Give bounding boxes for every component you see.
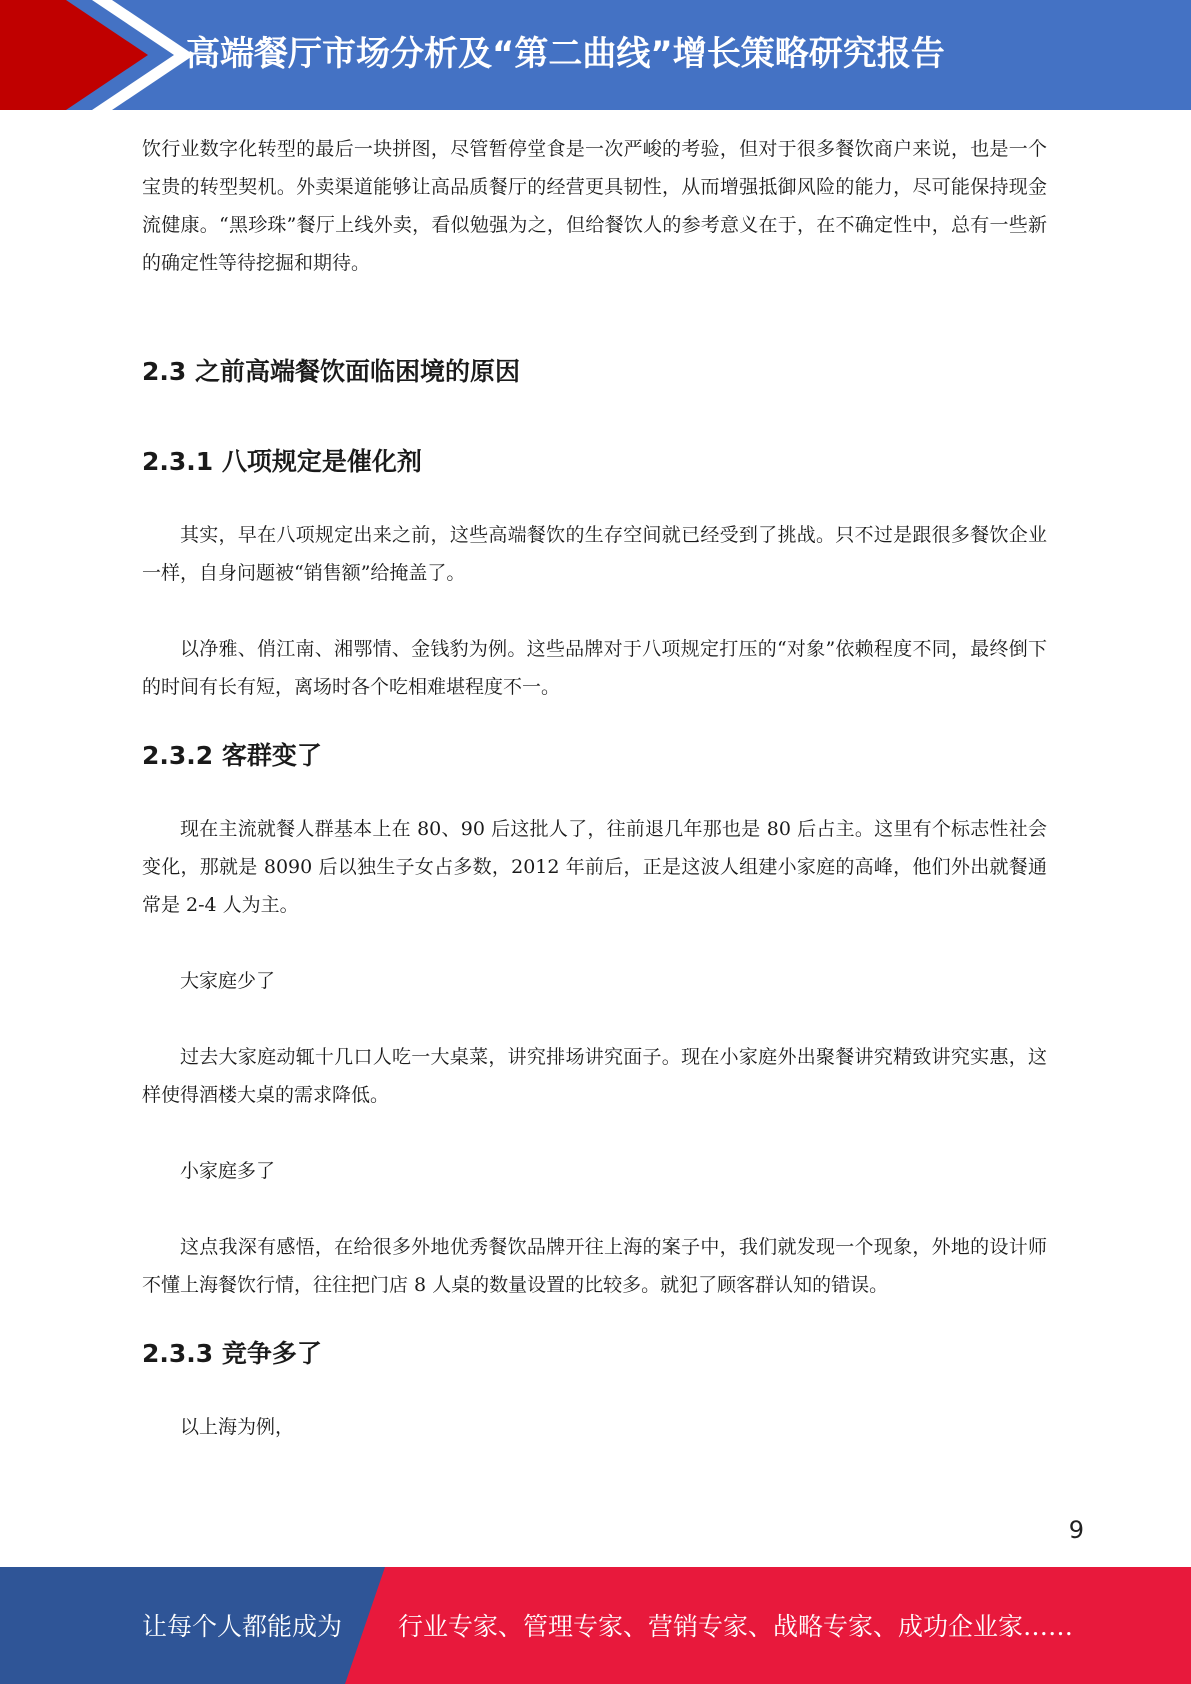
section-2-3-2-heading: 2.3.2 客群变了 — [142, 741, 322, 770]
footer-slogan: 让每个人都能成为 — [142, 1612, 343, 1641]
paragraph: 这点我深有感悟，在给很多外地优秀餐饮品牌开往上海的案子中，我们就发现一个现象，外地的设计师不懂上海餐饮行情，往往把门店 8 人桌的数量设置的比较多。就犯了顾客群认知的错误。 — [142, 1236, 1047, 1296]
intro-paragraph: 饮行业数字化转型的最后一块拼图，尽管暂停堂食是一次严峻的考验，但对于很多餐饮商户来说，也是一个宝贵的转型契机。外卖渠道能够让高品质餐厅的经营更具韧性，从而增强抵御风险的能力，尽可能保持现金流健康。“黑珍珠”餐厅上线外卖，看似勉强为之，但给餐饮人的参考意义在于，在不确定性中，总有一些新的确定性等待挖掘和期待。 — [142, 138, 1047, 274]
paragraph: 现在主流就餐人群基本上在 80、90 后这批人了，往前退几年那也是 80 后占主。这里有个标志性社会变化，那就是 8090 后以独生子女占多数，2012 年前后，正是这波人组建小家庭的高峰，他们外出就餐通常是 2-4 人为主。 — [142, 818, 1047, 916]
section-2-3-3-heading: 2.3.3 竞争多了 — [142, 1339, 322, 1368]
report-title: 高端餐厅市场分析及“第二曲线”增长策略研究报告 — [186, 34, 945, 74]
section-2-3-heading: 2.3 之前高端餐饮面临困境的原因 — [142, 357, 520, 386]
page-number: 9 — [1068, 1516, 1084, 1544]
paragraph: 大家庭少了 — [180, 970, 276, 992]
page-header — [0, 0, 1191, 110]
page-footer — [0, 1567, 1191, 1684]
footer-roles: 行业专家、管理专家、营销专家、战略专家、成功企业家…… — [398, 1612, 1074, 1641]
page-content — [142, 130, 1047, 1446]
paragraph: 小家庭多了 — [180, 1160, 276, 1182]
section-2-3-1-heading: 2.3.1 八项规定是催化剂 — [142, 447, 422, 476]
paragraph: 以净雅、俏江南、湘鄂情、金钱豹为例。这些品牌对于八项规定打压的“对象”依赖程度不同，最终倒下的时间有长有短，离场时各个吃相难堪程度不一。 — [142, 638, 1047, 698]
paragraph: 过去大家庭动辄十几口人吃一大桌菜，讲究排场讲究面子。现在小家庭外出聚餐讲究精致讲究实惠，这样使得酒楼大桌的需求降低。 — [142, 1046, 1047, 1106]
paragraph: 以上海为例， — [180, 1416, 295, 1438]
paragraph: 其实，早在八项规定出来之前，这些高端餐饮的生存空间就已经受到了挑战。只不过是跟很多餐饮企业一样，自身问题被“销售额”给掩盖了。 — [142, 524, 1047, 584]
